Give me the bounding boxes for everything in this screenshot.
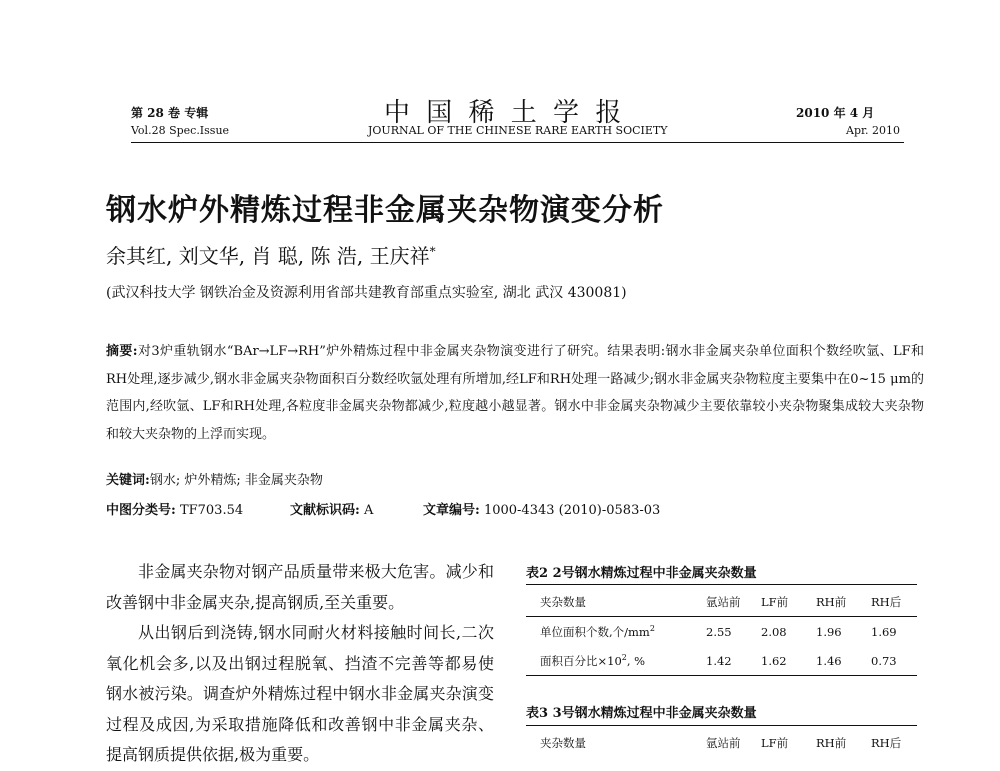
journal-title-cn: 中 国 稀 土 学 报 [384,98,626,128]
table3-header-cell: LF前 [761,735,789,750]
table2-row-label-suffix: , % [626,653,646,668]
issue-date-en: Apr. 2010 [846,124,901,137]
paper-title: 钢水炉外精炼过程非金属夹杂物演变分析 [106,193,664,228]
table2-cell: 1.42 [706,653,732,668]
keywords-label: 关键词: [106,473,150,488]
document-code [290,499,373,518]
table3-header-cell: RH后 [871,735,902,750]
doc-code-value: A [363,503,374,518]
table2-row [526,646,917,676]
abstract [106,338,924,448]
corresponding-author-mark: * [429,244,436,259]
table2-header-cell: RH后 [871,594,902,609]
table3-header-cell: RH前 [816,735,847,750]
table2-header-cell: LF前 [761,594,789,609]
authors-text: 余其红, 刘文华, 肖 聪, 陈 浩, 王庆祥 [106,244,430,268]
table2-cell: 0.73 [871,653,897,668]
keywords [106,469,323,488]
table2-row-label-text: 面积百分比×10 [540,653,622,668]
table2-header-cell: RH前 [816,594,847,609]
issue-date-cn: 2010 年 4 月 [796,106,875,120]
table2-cell: 2.08 [761,624,787,639]
doc-code-label: 文献标识码: [290,503,360,518]
table3-header-row [526,728,917,757]
clc-label: 中图分类号: [106,503,176,518]
volume-cn: 第 28 卷 专辑 [131,106,209,120]
clc-value: TF703.54 [179,503,244,518]
table2-row [526,617,917,647]
table2-row-label-sup: 2 [649,623,655,633]
table3-header-cell: 夹杂数量 [540,735,586,750]
table2-header-cell: 氩站前 [706,594,741,609]
clc-number [106,499,243,518]
table2-cell: 1.69 [871,624,897,639]
table2-header-row [526,587,917,617]
table3-header-cell: 氩站前 [706,735,741,750]
article-number-value: 1000-4343 (2010)-0583-03 [483,503,661,518]
abstract-label: 摘要: [106,344,138,359]
table2-row-label-sup: 2 [621,652,627,662]
table2 [526,587,917,676]
table2-cell: 2.55 [706,624,732,639]
table2-row-label [526,646,706,676]
author-list [106,240,436,269]
table2-row-label-text: 单位面积个数,个/mm [540,624,650,639]
volume-en: Vol.28 Spec.Issue [131,124,230,137]
table2-header-cell: 夹杂数量 [540,594,586,609]
affiliation: (武汉科技大学 钢铁冶金及资源利用省部共建教育部重点实验室, 湖北 武汉 430081) [106,285,627,301]
table2-cell: 1.96 [816,624,842,639]
journal-title-en: JOURNAL OF THE CHINESE RARE EARTH SOCIETY [368,124,668,137]
table2-row-label [526,617,706,647]
article-number-label: 文章编号: [423,503,480,518]
body-paragraph-2: 从出钢后到浇铸,钢水同耐火材料接触时间长,二次氧化机会多,以及出钢过程脱氧、挡渣不完善等都易使钢水被污染。调查炉外精炼过程中钢水非金属夹杂演变过程及成因,为采取措施降低和改善钢中非金属夹杂、提高钢质提供依据,极为重要。 [106,623,494,764]
abstract-text: 对3炉重轨钢水“BAr→LF→RH”炉外精炼过程中非金属夹杂物演变进行了研究。结果表明:钢水非金属夹杂单位面积个数经吹氩、LF和RH处理,逐步减少,钢水非金属夹杂物面积百分数经吹氩处理有所增加,经LF和RH处理一路减少;钢水非金属夹杂物粒度主要集中在0~15 μm的范围内,经吹氩、LF和RH处理,各粒度非金属夹杂物都减少,粒度越小越显著。钢水中非金属夹杂物减少主要依靠较小夹杂物聚集成较大夹杂物和较大夹杂物的上浮而实现。 [106,344,924,442]
body-paragraph-1: 非金属夹杂物对钢产品质量带来极大危害。减少和改善钢中非金属夹杂,提高钢质,至关重要。 [106,562,494,612]
keywords-text: 钢水; 炉外精炼; 非金属夹杂物 [149,473,323,488]
article-number [423,499,660,518]
table3-title: 表3 3号钢水精炼过程中非金属夹杂数量 [526,706,757,721]
table2-cell: 1.62 [761,653,787,668]
table3 [526,728,917,757]
table2-title: 表2 2号钢水精炼过程中非金属夹杂数量 [526,566,757,581]
table3-top-rule [526,725,917,726]
table2-top-rule [526,584,917,585]
table2-cell: 1.46 [816,653,842,668]
header-rule [131,142,904,143]
